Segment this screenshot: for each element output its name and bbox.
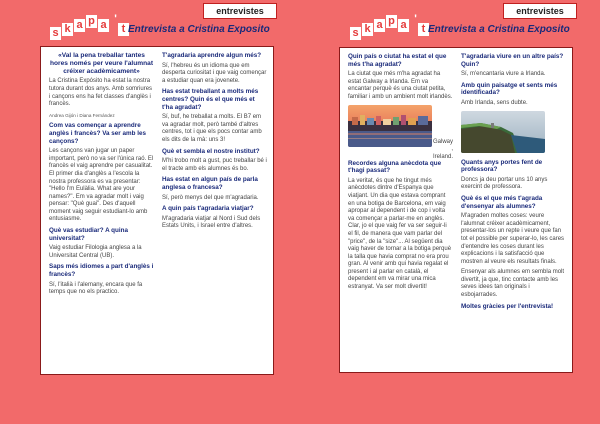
question: Com vas començar a aprendre anglès i francès? Va ser amb les cançons? (49, 122, 146, 145)
answer: Sí, l'italià i l'alemany, encara que fa temps que no els practico. (49, 281, 143, 296)
answer: Ensenyar als alumnes em sembla molt divertit, ja que, tinc contacte amb les seves idees tan originals i esbojarrades. (461, 269, 565, 299)
answer: M'agraden moltes coses: veure l'alumnat créixer acadèmicament, presentar-los un repte i veure que fan tot el possible per superar-lo, les cares d'entendre les coses durant les explicacions i la satisfacció que mostren al veure els resultats finals. (461, 213, 565, 265)
question: Has estat treballant a molts més centres? Quin és el que més et t'ha agradat? (162, 88, 259, 111)
question: A quin país t'agradaria viatjar? (162, 205, 254, 213)
answer: Sí, m'encantaria viure a Irlanda. (461, 71, 546, 78)
answer: Vaig estudiar Filologia anglesa a la Universitat Central (UB). (49, 245, 142, 259)
answer: Sí, però menys del que m'agradaria. (162, 194, 259, 201)
question: Quants anys portes fent de professora? (461, 158, 543, 174)
section-tag: entrevistes (503, 3, 577, 19)
question: T'agradaria viure en un altre país? Quin? (461, 53, 564, 68)
answer: M'agradaria viatjar al Nord i Sud dels Estats Units, i Israel entre d'altres. (162, 215, 261, 230)
logo-letter: t (418, 23, 429, 36)
question: Amb quin paisatge et sents més identificada? (461, 81, 558, 97)
answer: La veritat, és que he tingut més anècdotes dintre d'Espanya que viatjant. Un dia que estava comprant en una botiga de Barcelona, em vaig apropar al dependent i de cop i volta va començar a parlar-me en anglès. Clar, jo el que vaig fer va ser seguir-li el fil, de manera que vam parlar del "price", de la "size"... Al següent dia vaig haver de tornar a la botiga perquè la talla que havia comprat no era prou gran. Al venir amb qui havia regalat el present i al parlar en català, el dependent em va mirar una mica estranyat. Va ser molt divertit! (348, 177, 452, 291)
article-column-2 (162, 52, 267, 234)
question: Saps més idiomes a part d'anglès i francès? (49, 263, 154, 279)
pull-quote: «Val la pena treballar tantes hores només per veure l'alumnat créixer acadèmicament» (49, 52, 154, 75)
logo-letter: s (50, 27, 61, 40)
photo-caption: Galway , Ireland. (432, 138, 453, 160)
question: Què et sembla el nostre institut? (162, 147, 260, 155)
skapat-logo (50, 13, 130, 43)
logo-letter: s (350, 27, 361, 40)
closing-thanks: Moltes gràcies per l'entrevista! (461, 302, 554, 310)
article-column-2 (461, 53, 566, 313)
logo-letter: ' (114, 13, 117, 25)
page-title: Entrevista a Cristina Exposito (428, 24, 570, 35)
author-credit: Andrea Gijón i Diana Fernández (49, 112, 115, 118)
question: Has estat en algun país de parla anglesa o francesa? (162, 176, 258, 191)
logo-letter: t (118, 23, 129, 36)
article-column-1 (348, 53, 453, 295)
question: Què vas estudiar? A quina universitat? (49, 227, 128, 242)
galway-photo-block (348, 105, 453, 160)
question: Quin país o ciutat ha estat el que més t'ha agradat? (348, 53, 447, 68)
answer: Doncs ja deu portar uns 10 anys exercint de professora. (461, 176, 548, 191)
article-column-1 (49, 52, 154, 300)
page-title: Entrevista a Cristina Exposito (128, 24, 270, 35)
answer: Les cançons van jugar un paper important, però no va ser l'única raó. El francès el vaig aprendre per casualitat. El primer dia d'anglès a l'escola la nostra professora es va presentar: "Hello I'm Eulàlia. What are your names?". Em va agradar molt i vaig pensar: "Què guai". Des d'aquell moment vaig seguir estudiant-lo amb entusiasme. (49, 148, 154, 223)
right-page (300, 0, 600, 424)
logo-letter: a (98, 19, 109, 32)
answer: Amb Irlanda, sens dubte. (461, 99, 528, 106)
logo-letter: a (398, 19, 409, 32)
question: Què és el que més t'agrada d'ensenyar als alumnes? (461, 194, 543, 210)
answer: M'hi trobo molt a gust, puc treballar bé i el tracte amb els alumnes és bo. (162, 158, 267, 172)
answer: Sí, buf, he treballat a molts. El B7 em va agradar molt, però també d'altres centres, tot i que els pocs contar amb els dits de la mà: uns 3! (162, 114, 262, 143)
answer: La ciutat que més m'ha agradat ha estat Galway a Irlanda. Em va encantar perquè és una ciutat petita, familiar i amb un ambient molt irlandès. (348, 71, 453, 100)
question: Recordes alguna anècdota que t'hagi passat? (348, 159, 442, 175)
cliffs-photo (461, 111, 545, 153)
logo-letter: ' (414, 13, 417, 25)
question: T'agradaria aprendre algun més? (162, 52, 262, 59)
section-tag: entrevistes (203, 3, 277, 19)
article-sheet (339, 47, 573, 373)
galway-harbour-photo (348, 105, 432, 147)
logo-letter: p (386, 15, 397, 28)
logo-letter: a (374, 19, 385, 32)
intro-text: La Cristina Expósito ha estat la nostra tutora durant dos anys. Amb somriures i cançons ens ha fet classes d'anglès i francès. (49, 78, 153, 108)
logo-letter: a (74, 19, 85, 32)
answer: Sí, l'hebreu és un idioma que em desperta curiositat i que vaig començar a estudiar quan era jovenete. (162, 62, 267, 84)
logo-letter: k (362, 23, 373, 36)
skapat-logo (350, 13, 430, 43)
article-sheet (40, 46, 274, 375)
logo-letter: k (62, 23, 73, 36)
logo-letter: p (86, 15, 97, 28)
